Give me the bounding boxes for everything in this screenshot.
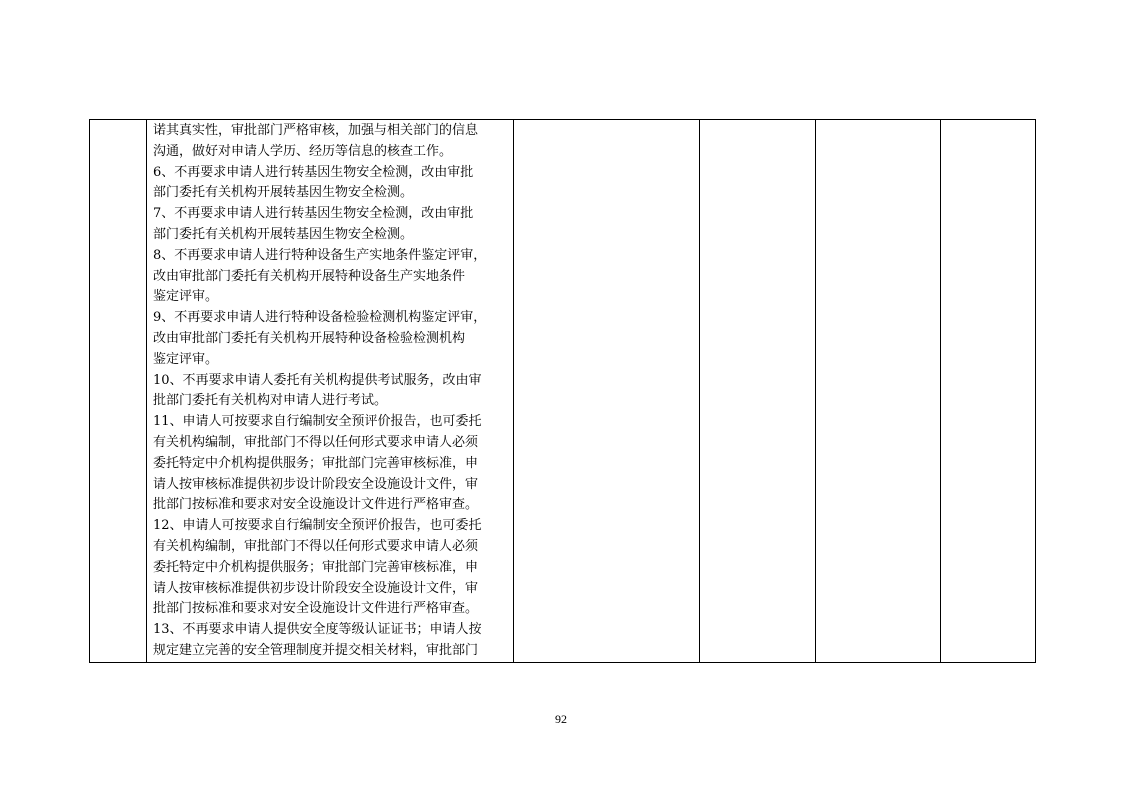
- text-line: 沟通，做好对申请人学历、经历等信息的核查工作。: [153, 143, 453, 159]
- text-line: 鉴定评审。: [153, 351, 219, 367]
- text-line: 委托特定中介机构提供服务；审批部门完善审核标准，申: [153, 559, 479, 575]
- index-cell: [90, 120, 147, 663]
- text-line: 有关机构编制，审批部门不得以任何形式要求申请人必须: [153, 434, 479, 450]
- text-line: 改由审批部门委托有关机构开展特种设备生产实地条件: [153, 268, 466, 284]
- text-line: 鉴定评审。: [153, 289, 219, 305]
- text-line: 有关机构编制，审批部门不得以任何形式要求申请人必须: [153, 538, 479, 554]
- empty-cell: [941, 120, 1036, 663]
- text-line: 请人按审核标准提供初步设计阶段安全设施设计文件，审: [153, 476, 479, 492]
- text-line: 部门委托有关机构开展转基因生物安全检测。: [153, 185, 414, 201]
- text-line: 7、不再要求申请人进行转基因生物安全检测，改由审批: [153, 206, 474, 222]
- text-line: 13、不再要求申请人提供安全度等级认证证书；申请人按: [153, 622, 482, 638]
- text-line: 规定建立完善的安全管理制度并提交相关材料，审批部门: [153, 642, 479, 658]
- text-line: 9、不再要求申请人进行特种设备检验检测机构鉴定评审，: [153, 310, 487, 326]
- empty-cell: [700, 120, 816, 663]
- empty-cell: [514, 120, 700, 663]
- text-line: 部门委托有关机构开展转基因生物安全检测。: [153, 226, 414, 242]
- text-line: 10、不再要求申请人委托有关机构提供考试服务，改由审: [153, 372, 482, 388]
- page-number: 92: [555, 712, 567, 726]
- text-line: 批部门委托有关机构对申请人进行考试。: [153, 393, 388, 409]
- text-line: 委托特定中介机构提供服务；审批部门完善审核标准，申: [153, 455, 479, 471]
- text-line: 批部门按标准和要求对安全设施设计文件进行严格审查。: [153, 497, 479, 513]
- measures-cell: [147, 120, 514, 663]
- text-line: 12、申请人可按要求自行编制安全预评价报告，也可委托: [153, 518, 482, 534]
- measures-text: [147, 120, 513, 662]
- text-line: 8、不再要求申请人进行特种设备生产实地条件鉴定评审，: [153, 247, 487, 263]
- text-line: 改由审批部门委托有关机构开展特种设备检验检测机构: [153, 330, 466, 346]
- text-line: 请人按审核标准提供初步设计阶段安全设施设计文件，审: [153, 580, 479, 596]
- text-line: 诺其真实性，审批部门严格审核，加强与相关部门的信息: [153, 123, 479, 138]
- empty-cell: [816, 120, 941, 663]
- measures-table: [89, 119, 1036, 663]
- text-line: 批部门按标准和要求对安全设施设计文件进行严格审查。: [153, 601, 479, 617]
- table-row: [90, 120, 1036, 663]
- text-line: 6、不再要求申请人进行转基因生物安全检测，改由审批: [153, 164, 474, 180]
- text-line: 11、申请人可按要求自行编制安全预评价报告，也可委托: [153, 414, 482, 430]
